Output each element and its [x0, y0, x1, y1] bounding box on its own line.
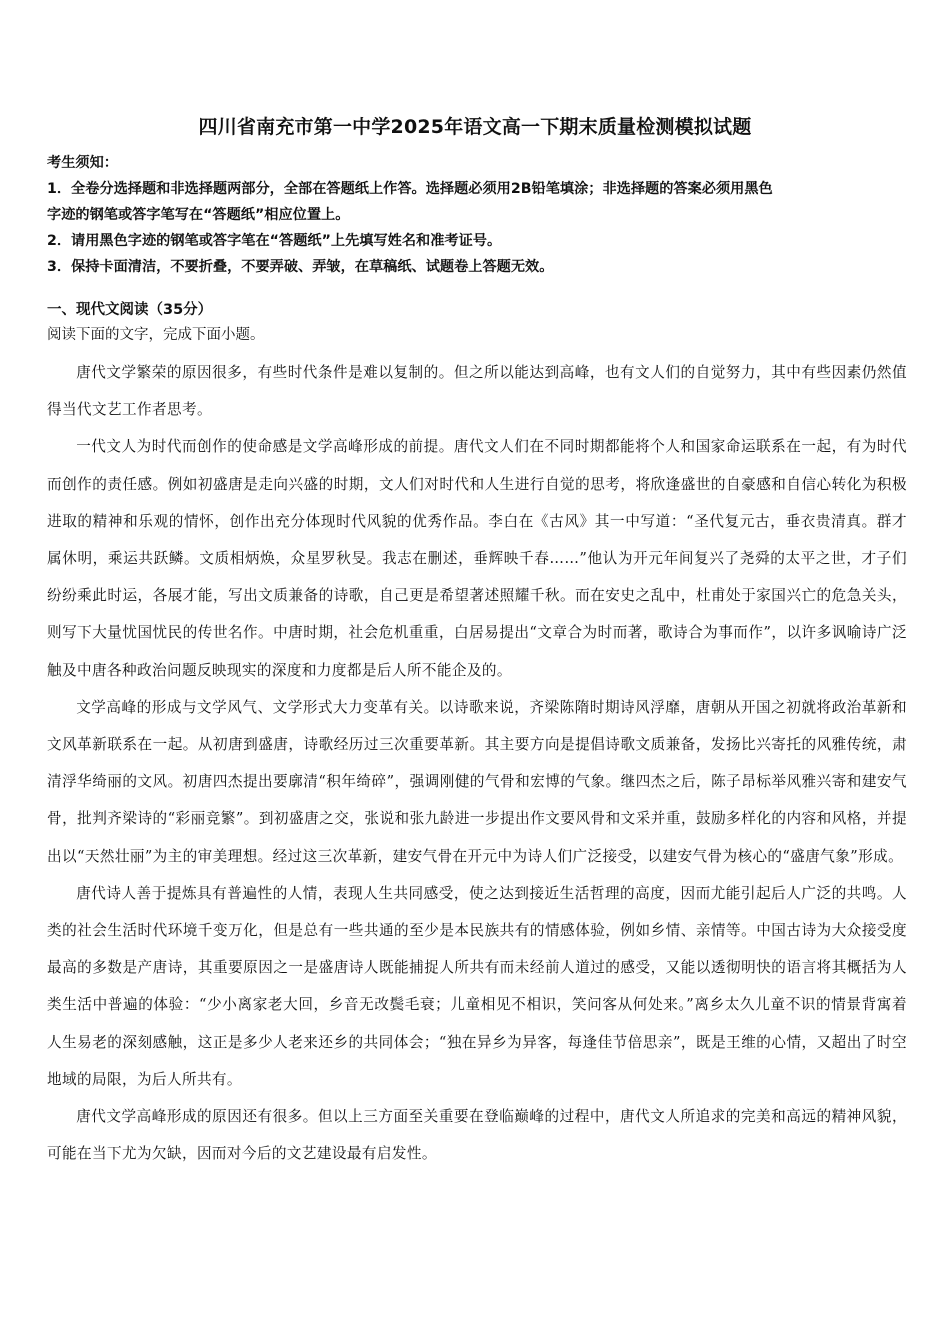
section-heading: 一、现代文阅读（35分） [47, 302, 213, 318]
notice-line-3: 2．请用黑色字迹的钢笔或答字笔在“答题纸”上先填写姓名和准考证号。 [47, 233, 502, 249]
notice-line-2: 字迹的钢笔或答字笔写在“答题纸”相应位置上。 [47, 207, 350, 223]
reading-passage [47, 354, 907, 1172]
passage-paragraph-3: 文学高峰的形成与文学风气、文学形式大力变革有关。以诗歌来说，齐梁陈隋时期诗风浮靡，唐朝从开国之初就将政治革新和文风革新联系在一起。从初唐到盛唐，诗歌经历过三次重要革新。其主要方向是提倡诗歌文质兼备，发扬比兴寄托的风雅传统，肃清浮华绮丽的文风。初唐四杰提出要廓清“积年绮碎”，强调刚健的气骨和宏博的气象。继四杰之后，陈子昂标举风雅兴寄和建安气骨，批判齐梁诗的“彩丽竞繁”。到初盛唐之交，张说和张九龄进一步提出作文要风骨和文采并重，鼓励多样化的内容和风格，并提出以“天然壮丽”为主的审美理想。经过这三次革新，建安气骨在开元中为诗人们广泛接受，以建安气骨为核心的“盛唐气象”形成。 [47, 698, 907, 865]
candidate-notice [47, 150, 907, 280]
notice-line-1: 1．全卷分选择题和非选择题两部分，全部在答题纸上作答。选择题必须用2B铅笔填涂；非选择题的答案必须用黑色 [47, 181, 773, 197]
section-instruction: 阅读下面的文字，完成下面小题。 [47, 327, 265, 343]
notice-heading: 考生须知： [47, 155, 118, 171]
passage-paragraph-1: 唐代文学繁荣的原因很多，有些时代条件是难以复制的。但之所以能达到高峰，也有文人们的自觉努力，其中有些因素仍然值得当代文艺工作者思考。 [47, 364, 907, 419]
notice-line-4: 3．保持卡面清洁，不要折叠，不要弄破、弄皱，在草稿纸、试题卷上答题无效。 [47, 259, 554, 275]
passage-paragraph-2: 一代文人为时代而创作的使命感是文学高峰形成的前提。唐代文人们在不同时期都能将个人和国家命运联系在一起，有为时代而创作的责任感。例如初盛唐是走向兴盛的时期，文人们对时代和人生进行自觉的思考，将欣逢盛世的自豪感和自信心转化为积极进取的精神和乐观的情怀，创作出充分体现时代风貌的优秀作品。李白在《古风》其一中写道：“圣代复元古，垂衣贵清真。群才属休明，乘运共跃鳞。文质相炳焕，众星罗秋旻。我志在删述，垂辉映千春……”他认为开元年间复兴了尧舜的太平之世，才子们纷纷乘此时运，各展才能，写出文质兼备的诗歌，自己更是希望著述照耀千秋。而在安史之乱中，杜甫处于家国兴亡的危急关头，则写下大量忧国忧民的传世名作。中唐时期，社会危机重重，白居易提出“文章合为时而著，歌诗合为事而作”，以许多讽喻诗广泛触及中唐各种政治问题反映现实的深度和力度都是后人所不能企及的。 [47, 438, 907, 679]
passage-paragraph-4: 唐代诗人善于提炼具有普遍性的人情，表现人生共同感受，使之达到接近生活哲理的高度，因而尤能引起后人广泛的共鸣。人类的社会生活时代环境千变万化，但是总有一些共通的至少是本民族共有的情感体验，例如乡情、亲情等。中国古诗为大众接受度最高的多数是产唐诗，其重要原因之一是盛唐诗人既能捕捉人所共有而未经前人道过的感受，又能以透彻明快的语言将其概括为人类生活中普遍的体验：“少小离家老大回，乡音无改鬓毛衰；儿童相见不相识，笑问客从何处来。”离乡太久儿童不识的情景背寓着人生易老的深刻感触，这正是多少人老来还乡的共同体会；“独在异乡为异客，每逢佳节倍思亲”，既是王维的心情，又超出了时空地域的局限，为后人所共有。 [47, 884, 907, 1088]
exam-title: 四川省南充市第一中学2025年语文高一下期末质量检测模拟试题 [198, 116, 752, 138]
passage-paragraph-5: 唐代文学高峰形成的原因还有很多。但以上三方面至关重要在登临巅峰的过程中，唐代文人所追求的完美和高远的精神风貌，可能在当下尤为欠缺，因而对今后的文艺建设最有启发性。 [47, 1108, 907, 1163]
